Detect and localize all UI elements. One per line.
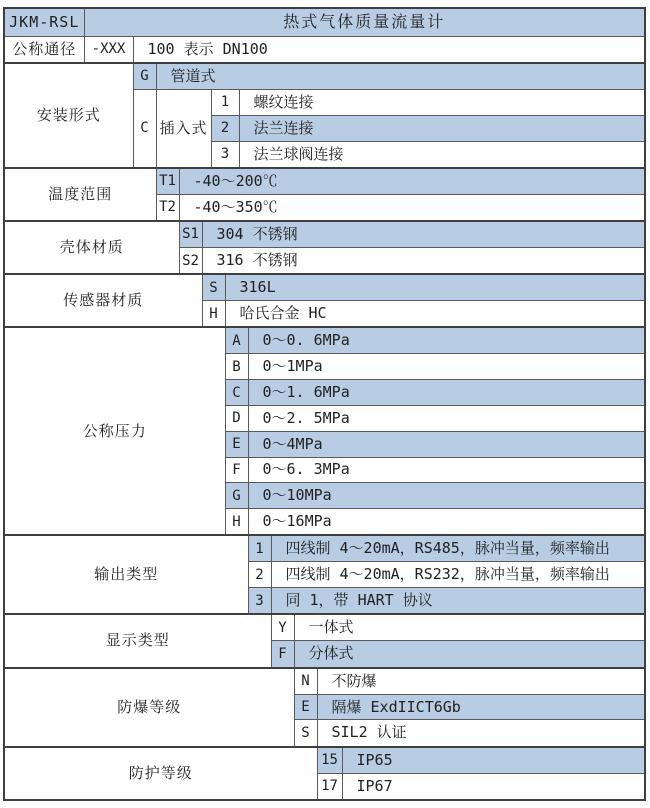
display-option-desc-cell: 一体式	[294, 614, 645, 641]
protection-label-cell: 防护等级	[4, 747, 317, 800]
explosion-option-desc-cell: 不防爆	[317, 668, 645, 695]
temperature-option-code-cell: T2	[156, 194, 179, 221]
sensor-option-code-cell: S	[202, 274, 225, 301]
pressure-option-code-cell: E	[225, 431, 248, 457]
table-row	[4, 274, 645, 301]
pressure-option-desc-cell: 0～0. 6MPa	[248, 327, 645, 354]
install-option-desc-cell: 法兰球阀连接	[239, 141, 645, 168]
sensor-label-cell: 传感器材质	[4, 274, 202, 327]
install-insert-code-cell: C	[133, 89, 156, 167]
protection-option-code-cell: 15	[317, 747, 342, 774]
temperature-option-desc-cell: -40～350℃	[179, 194, 645, 221]
pressure-option-desc-cell: 0～2. 5MPa	[248, 406, 645, 432]
output-option-code-cell: 1	[248, 535, 271, 562]
pressure-option-desc-cell: 0～6. 3MPa	[248, 457, 645, 483]
pressure-option-code-cell: F	[225, 457, 248, 483]
pressure-option-code-cell: A	[225, 327, 248, 354]
sensor-option-code-cell: H	[202, 301, 225, 328]
install-option-code-cell: 2	[211, 115, 239, 141]
display-option-desc-cell: 分体式	[294, 641, 645, 668]
table-row	[4, 327, 645, 354]
temperature-option-code-cell: T1	[156, 168, 179, 195]
output-label-cell: 输出类型	[4, 535, 248, 614]
pressure-option-code-cell: D	[225, 406, 248, 432]
output-option-code-cell: 3	[248, 588, 271, 615]
temperature-option-desc-cell: -40～200℃	[179, 168, 645, 195]
explosion-option-desc-cell: 隔爆 ExdIICT6Gb	[317, 694, 645, 720]
table-row	[4, 168, 645, 195]
diameter-label-cell: 公称通径	[4, 36, 84, 63]
output-option-desc-cell: 同 1，带 HART 协议	[271, 588, 645, 615]
sensor-option-desc-cell: 316L	[225, 274, 645, 301]
table-row	[4, 747, 645, 774]
install-option-desc-cell: 螺纹连接	[239, 89, 645, 115]
pressure-option-desc-cell: 0～1. 6MPa	[248, 380, 645, 406]
display-option-code-cell: Y	[271, 614, 294, 641]
pressure-option-code-cell: C	[225, 380, 248, 406]
protection-option-code-cell: 17	[317, 773, 342, 800]
pressure-option-code-cell: B	[225, 354, 248, 380]
install-pipe-desc-cell: 管道式	[156, 63, 645, 90]
pressure-option-code-cell: G	[225, 483, 248, 509]
housing-label-cell: 壳体材质	[4, 221, 179, 274]
display-option-code-cell: F	[271, 641, 294, 668]
table-row	[4, 668, 645, 695]
display-label-cell: 显示类型	[4, 614, 271, 667]
explosion-option-code-cell: S	[294, 720, 317, 747]
install-insert-label-cell: 插入式	[156, 89, 211, 167]
housing-option-code-cell: S2	[179, 247, 202, 274]
table-row	[4, 221, 645, 248]
output-option-desc-cell: 四线制 4～20mA，RS232，脉冲当量，频率输出	[271, 562, 645, 588]
temperature-label-cell: 温度范围	[4, 168, 156, 221]
table-row	[4, 63, 645, 90]
explosion-option-code-cell: E	[294, 694, 317, 720]
housing-option-desc-cell: 304 不锈钢	[202, 221, 645, 248]
install-pipe-code-cell: G	[133, 63, 156, 90]
spec-table	[3, 7, 646, 801]
pressure-option-code-cell: H	[225, 509, 248, 536]
explosion-option-desc-cell: SIL2 认证	[317, 720, 645, 747]
pressure-option-desc-cell: 0～10MPa	[248, 483, 645, 509]
housing-option-desc-cell: 316 不锈钢	[202, 247, 645, 274]
protection-option-desc-cell: IP67	[342, 773, 645, 800]
model-code-cell: JKM-RSL	[4, 8, 84, 36]
install-option-code-cell: 3	[211, 141, 239, 168]
pressure-label-cell: 公称压力	[4, 327, 225, 535]
table-row	[4, 8, 645, 36]
pressure-option-desc-cell: 0～16MPa	[248, 509, 645, 536]
table-row	[4, 36, 645, 63]
sensor-option-desc-cell: 哈氏合金 HC	[225, 301, 645, 328]
install-label-cell: 安装形式	[4, 63, 133, 168]
diameter-desc-cell: 100 表示 DN100	[133, 36, 645, 63]
install-option-code-cell: 1	[211, 89, 239, 115]
explosion-option-code-cell: N	[294, 668, 317, 695]
install-option-desc-cell: 法兰连接	[239, 115, 645, 141]
pressure-option-desc-cell: 0～1MPa	[248, 354, 645, 380]
table-row	[4, 614, 645, 641]
pressure-option-desc-cell: 0～4MPa	[248, 431, 645, 457]
protection-option-desc-cell: IP65	[342, 747, 645, 774]
output-option-code-cell: 2	[248, 562, 271, 588]
product-title-cell: 热式气体质量流量计	[84, 8, 645, 36]
housing-option-code-cell: S1	[179, 221, 202, 248]
diameter-code-cell: -XXX	[84, 36, 133, 63]
table-row	[4, 535, 645, 562]
explosion-label-cell: 防爆等级	[4, 668, 294, 747]
output-option-desc-cell: 四线制 4～20mA，RS485，脉冲当量，频率输出	[271, 535, 645, 562]
